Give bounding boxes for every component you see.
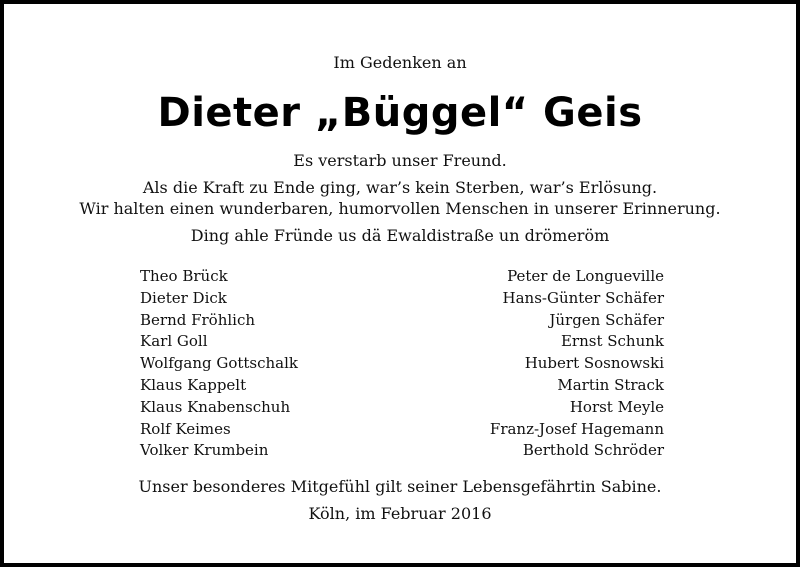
signatory-name: Berthold Schröder — [522, 441, 664, 460]
verse-line-2: Wir halten einen wunderbaren, humorvollen Menschen in unserer Erinnerung. — [79, 199, 721, 218]
dialect-line: Ding ahle Fründe us dä Ewaldistraße un drömeröm — [190, 226, 610, 245]
verse-line-1: Als die Kraft zu Ende ging, war’s kein Sterben, war’s Erlösung. — [142, 178, 658, 197]
death-announcement: Es verstarb unser Freund. — [293, 151, 507, 170]
signatory-name: Karl Goll — [140, 332, 208, 351]
signatory-name: Hubert Sosnowski — [524, 354, 664, 373]
signatory-name: Jürgen Schäfer — [549, 310, 664, 329]
signatory-name: Peter de Longueville — [507, 267, 664, 285]
signatory-name: Martin Strack — [557, 375, 664, 394]
signatory-name: Bernd Fröhlich — [140, 310, 256, 329]
signatory-name: Wolfgang Gottschalk — [140, 354, 299, 373]
intro-text: Im Gedenken an — [333, 53, 467, 72]
signatory-name: Horst Meyle — [569, 397, 664, 416]
signatory-name: Hans-Günter Schäfer — [502, 288, 664, 307]
signatories-left-column — [140, 266, 298, 462]
signatory-name: Klaus Knabenschuh — [140, 397, 291, 416]
signatory-name: Dieter Dick — [140, 288, 227, 307]
signatory-name: Klaus Kappelt — [140, 375, 247, 394]
place-date: Köln, im Februar 2016 — [308, 504, 492, 523]
deceased-name: Dieter „Büggel“ Geis — [157, 90, 643, 136]
signatories-right-column — [490, 266, 664, 462]
signatory-name: Franz-Josef Hagemann — [489, 419, 664, 438]
sympathy-text: Unser besonderes Mitgefühl gilt seiner Lebensgefährtin Sabine. — [138, 477, 662, 496]
signatory-name: Rolf Keimes — [140, 419, 231, 438]
signatory-name: Ernst Schunk — [560, 332, 664, 351]
signatory-name: Volker Krumbein — [140, 441, 269, 460]
signatory-name: Theo Brück — [140, 267, 228, 285]
